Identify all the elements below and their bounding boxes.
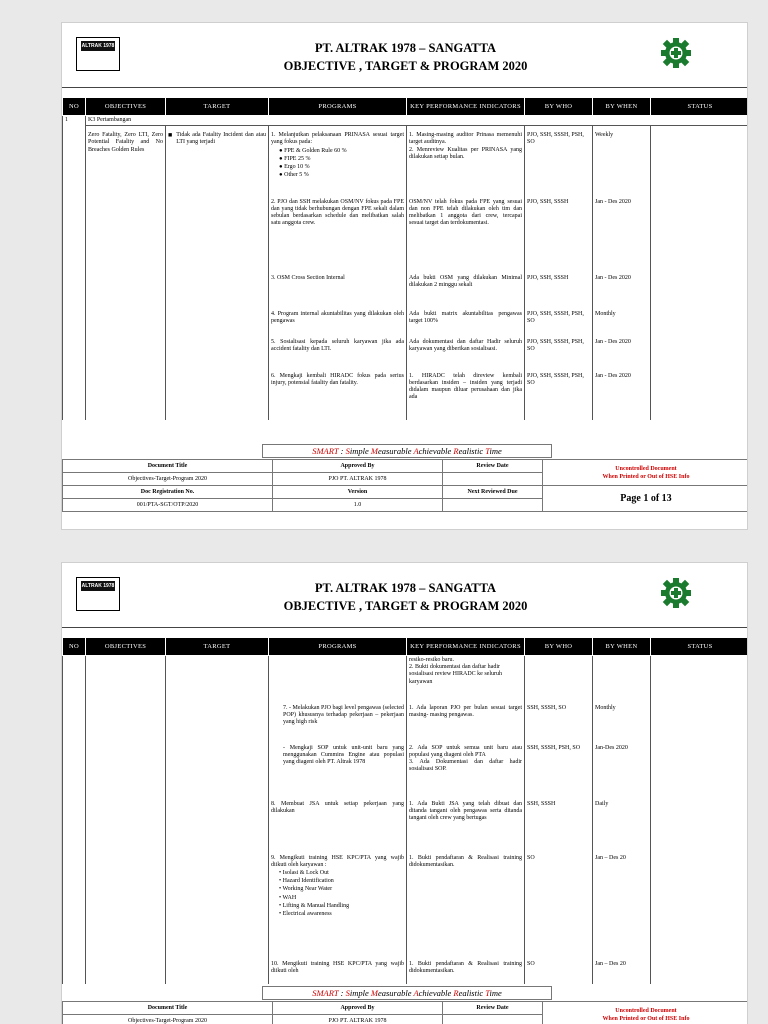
logo-mark: ALTRAK 1978 xyxy=(81,43,115,49)
who-text: SSH, SSSH, SO xyxy=(525,704,593,744)
smart-banner: SMART : Simple Measurable Achievable Realistic Time xyxy=(262,444,552,458)
who-text: PJO, SSH, SSSH, PSH, SO xyxy=(525,338,593,372)
when-text: Monthly xyxy=(593,310,651,338)
when-text: Jan - Des 2020 xyxy=(593,274,651,310)
program-text: 1. Melanjutkan pelaksanaan PRINASA sesuai target yang fokus pada: xyxy=(271,132,404,146)
uncontrolled-notice: Uncontrolled Document When Printed or Out of HSE Info xyxy=(543,1002,749,1024)
next-review-value xyxy=(443,499,543,512)
when-text: Jan-Des 2020 xyxy=(593,744,651,800)
doc-reg-value: 001/PTA-SGT/OTP/2020 xyxy=(63,499,273,512)
col-status: STATUS xyxy=(651,98,749,116)
col-programs: PROGRAMS xyxy=(269,98,407,116)
version-value: 1.0 xyxy=(273,499,443,512)
objective-text: Zero Fatality, Zero LTI, Zero Potential Fatality and No Breaches Golden Rules xyxy=(86,126,166,420)
target-text: Tidak ada Fatality Incident dan atau LTI yang terjadi xyxy=(176,132,266,146)
objectives-table xyxy=(62,97,748,420)
when-text: Weekly xyxy=(593,126,651,198)
col-by-when: BY WHEN xyxy=(593,98,651,116)
when-text: Daily xyxy=(593,800,651,854)
document-page-2 xyxy=(61,562,748,1024)
col-by-who: BY WHO xyxy=(525,98,593,116)
who-text: SSH, SSSH, PSH, SO xyxy=(525,744,593,800)
objectives-table xyxy=(62,637,748,984)
company-title: PT. ALTRAK 1978 – SANGATTA xyxy=(314,581,497,595)
when-text: Monthly xyxy=(593,704,651,744)
when-text: Jan - Des 2020 xyxy=(593,338,651,372)
kpi-text: 1. Masing-masing auditor Prinasa memenuhi target auditnya. 2. Menreview Kualitas per PRINASA yang dilakukan setiap bulan. xyxy=(407,126,525,198)
uncontrolled-notice: Uncontrolled Document When Printed or Out of HSE Info xyxy=(543,460,749,486)
col-no: NO xyxy=(63,98,86,116)
status-cell xyxy=(651,274,749,310)
kpi-text: 1. Ada laporan PJO per bulan sesuai target masing- masing pengawas. xyxy=(407,704,525,744)
who-text: PJO, SSH, SSSH, PSH, SO xyxy=(525,372,593,420)
status-cell xyxy=(651,372,749,420)
kpi-text: resiko-resiko baru. 2. Bukti dokumentasi dan daftar hadir sosialisasi review HIRADC ke seluruh karyawan xyxy=(407,656,525,704)
document-page-1 xyxy=(61,22,748,530)
table-row xyxy=(63,656,749,704)
table-row xyxy=(63,126,749,198)
program-text: 8. Membuat JSA untuk setiap pekerjaan yang dilakukan xyxy=(269,800,407,854)
program-bullet: • WAH xyxy=(279,894,297,901)
program-text: 2. PJO dan SSH melakukan OSM/NV fokus pada FPE dan yang tidak berhubungan dengan FPE sekali dalam sebulan berdasarkan schedule dan melibatkan salah satu anggota crew. xyxy=(269,198,407,274)
kpi-text: 1. Bukti pendaftaran & Realisasi training didokumentasikan. xyxy=(407,854,525,960)
program-bullet: • Hazard Identification xyxy=(279,878,334,885)
status-cell xyxy=(651,744,749,800)
program-text: 9. Mengikuti training HSE KPC/PTA yang wajib diikuti oleh karyawan : xyxy=(271,854,404,868)
target-item xyxy=(168,132,266,146)
table-row xyxy=(63,116,749,126)
status-cell xyxy=(651,960,749,984)
safety-gear-icon xyxy=(660,37,692,69)
kpi-text: 1. Bukti pendaftaran & Realisasi training didokumentasikan. xyxy=(407,960,525,984)
status-cell xyxy=(651,338,749,372)
program-text: 7. - Melakukan PJO bagi level pengawas (selected POP) khususnya terhadap pekerjaan – pekerjaan yang high risk xyxy=(269,704,407,744)
status-cell xyxy=(651,656,749,704)
when-text: Jan – Des 20 xyxy=(593,854,651,960)
header-divider xyxy=(62,627,748,628)
table-header-row xyxy=(63,98,749,116)
company-title: PT. ALTRAK 1978 – SANGATTA xyxy=(314,41,497,55)
document-footer: Document Title Approved By Review Date Uncontrolled Document When Printed or Out of HSE Info Objectives-Target-Program 2020 PJO PT. ALTRAK 1978 Doc Registration No. Version Next Reviewed Due Page 1 of 13 001/PTA-SGT/OTP/2020 1.0 xyxy=(62,459,748,512)
who-text: PJO, SSH, SSSH, PSH, SO xyxy=(525,310,593,338)
who-text: PJO, SSH, SSSH, PSH, SO xyxy=(525,126,593,198)
when-text xyxy=(593,656,651,704)
document-footer: Document Title Approved By Review Date Uncontrolled Document When Printed or Out of HSE Info Objectives-Target-Program 2020 PJO PT. ALTRAK 1978 xyxy=(62,1001,748,1024)
category-label: K3 Pertambangan xyxy=(86,116,749,126)
program-text: 3. OSM Cross Section Internal xyxy=(269,274,407,310)
program-cell xyxy=(269,854,407,960)
status-cell xyxy=(651,310,749,338)
program-text: 6. Mengkaji kembali HIRADC fokus pada serius injury, potensial fatality dan fatality. xyxy=(269,372,407,420)
program-bullet: • Electrical awareness xyxy=(279,910,332,917)
status-cell xyxy=(651,854,749,960)
status-cell xyxy=(651,198,749,274)
kpi-text: Ada bukti matrix akuntabilitas pengawas target 100% xyxy=(407,310,525,338)
header-divider xyxy=(62,87,748,88)
program-text: 10. Mengikuti training HSE KPC/PTA yang wajib diikuti oleh xyxy=(269,960,407,984)
program-text: - Mengkaji SOP untuk unit-unit baru yang menggunakan Cummins Engine atau populasi yang diageni oleh PT. Altrak 1978 xyxy=(269,744,407,800)
safety-gear-icon xyxy=(660,577,692,609)
status-cell xyxy=(651,126,749,198)
page-number: Page 1 of 13 xyxy=(543,486,749,512)
program-text xyxy=(269,656,407,704)
program-bullet: ● Ergo 10 % xyxy=(279,164,310,171)
row-number: 1 xyxy=(63,116,86,126)
when-text: Jan – Des 20 xyxy=(593,960,651,984)
program-text: 4. Program internal akuntabilitas yang dilakukan oleh pengawas xyxy=(269,310,407,338)
kpi-text: 1. Ada Bukti JSA yang telah dibuat dan ditanda tangani oleh pengawas serta ditanda tangani oleh crew yang bertugas xyxy=(407,800,525,854)
when-text: Jan - Des 2020 xyxy=(593,372,651,420)
program-bullet: ● FIPE 25 % xyxy=(279,155,311,162)
who-text: SO xyxy=(525,854,593,960)
doc-title-value: Objectives-Target-Program 2020 xyxy=(63,473,273,486)
kpi-text: 1. HIRADC telah direview kembali berdasarkan insiden – insiden yang terjadi didalam maupun diluar perusahaan dan jika ada xyxy=(407,372,525,420)
col-target: TARGET xyxy=(166,98,269,116)
smart-banner: SMART : Simple Measurable Achievable Realistic Time xyxy=(262,986,552,1000)
program-bullet: • Isolasi & Lock Out xyxy=(279,869,329,876)
col-kpi: KEY PERFORMANCE INDICATORS xyxy=(407,98,525,116)
program-bullet: ● FPE & Golden Rule 60 % xyxy=(279,147,347,154)
approved-by-value: PJO PT. ALTRAK 1978 xyxy=(273,473,443,486)
kpi-text: Ada dokumentasi dan daftar Hadir seluruh karyawan yang diberikan sosialisasi. xyxy=(407,338,525,372)
who-text xyxy=(525,656,593,704)
who-text: SO xyxy=(525,960,593,984)
table-header-row: NO OBJECTIVES TARGET PROGRAMS KEY PERFORMANCE INDICATORS BY WHO BY WHEN STATUS xyxy=(63,638,749,656)
status-cell xyxy=(651,800,749,854)
who-text: PJO, SSH, SSSH xyxy=(525,274,593,310)
program-cell xyxy=(269,126,407,198)
status-cell xyxy=(651,704,749,744)
program-bullet: • Working Near Water xyxy=(279,886,333,893)
kpi-text: OSM/NV telah fokus pada FPE yang sesuai dan non FPE telah dilakukan oleh tim dan melibatkan 1 anggota dari crew, tercapai sesuai target dan terdokumentasi. xyxy=(407,198,525,274)
kpi-text: Ada bukti OSM yang dilakukan Minimal dilakukan 2 minggu sekali xyxy=(407,274,525,310)
logo-mark: ALTRAK 1978 xyxy=(81,583,115,589)
col-objectives: OBJECTIVES xyxy=(86,98,166,116)
square-bullet-icon: ■ xyxy=(168,131,173,140)
document-subtitle: OBJECTIVE , TARGET & PROGRAM 2020 xyxy=(283,599,528,613)
who-text: PJO, SSH, SSSH xyxy=(525,198,593,274)
review-date-value xyxy=(443,473,543,486)
document-subtitle: OBJECTIVE , TARGET & PROGRAM 2020 xyxy=(283,59,528,73)
program-bullet: • Lifting & Manual Handling xyxy=(279,902,350,909)
who-text: SSH, SSSH xyxy=(525,800,593,854)
when-text: Jan - Des 2020 xyxy=(593,198,651,274)
program-text: 5. Sosialisasi kepada seluruh karyawan jika ada accident fatality dan LTI. xyxy=(269,338,407,372)
program-bullet: ● Other 5 % xyxy=(279,172,309,179)
kpi-text: 2. Ada SOP untuk semua unit baru atau populasi yang diageni oleh PTA 3. Ada Dokumentasi dan daftar hadir sosialisasi SOP. xyxy=(407,744,525,800)
